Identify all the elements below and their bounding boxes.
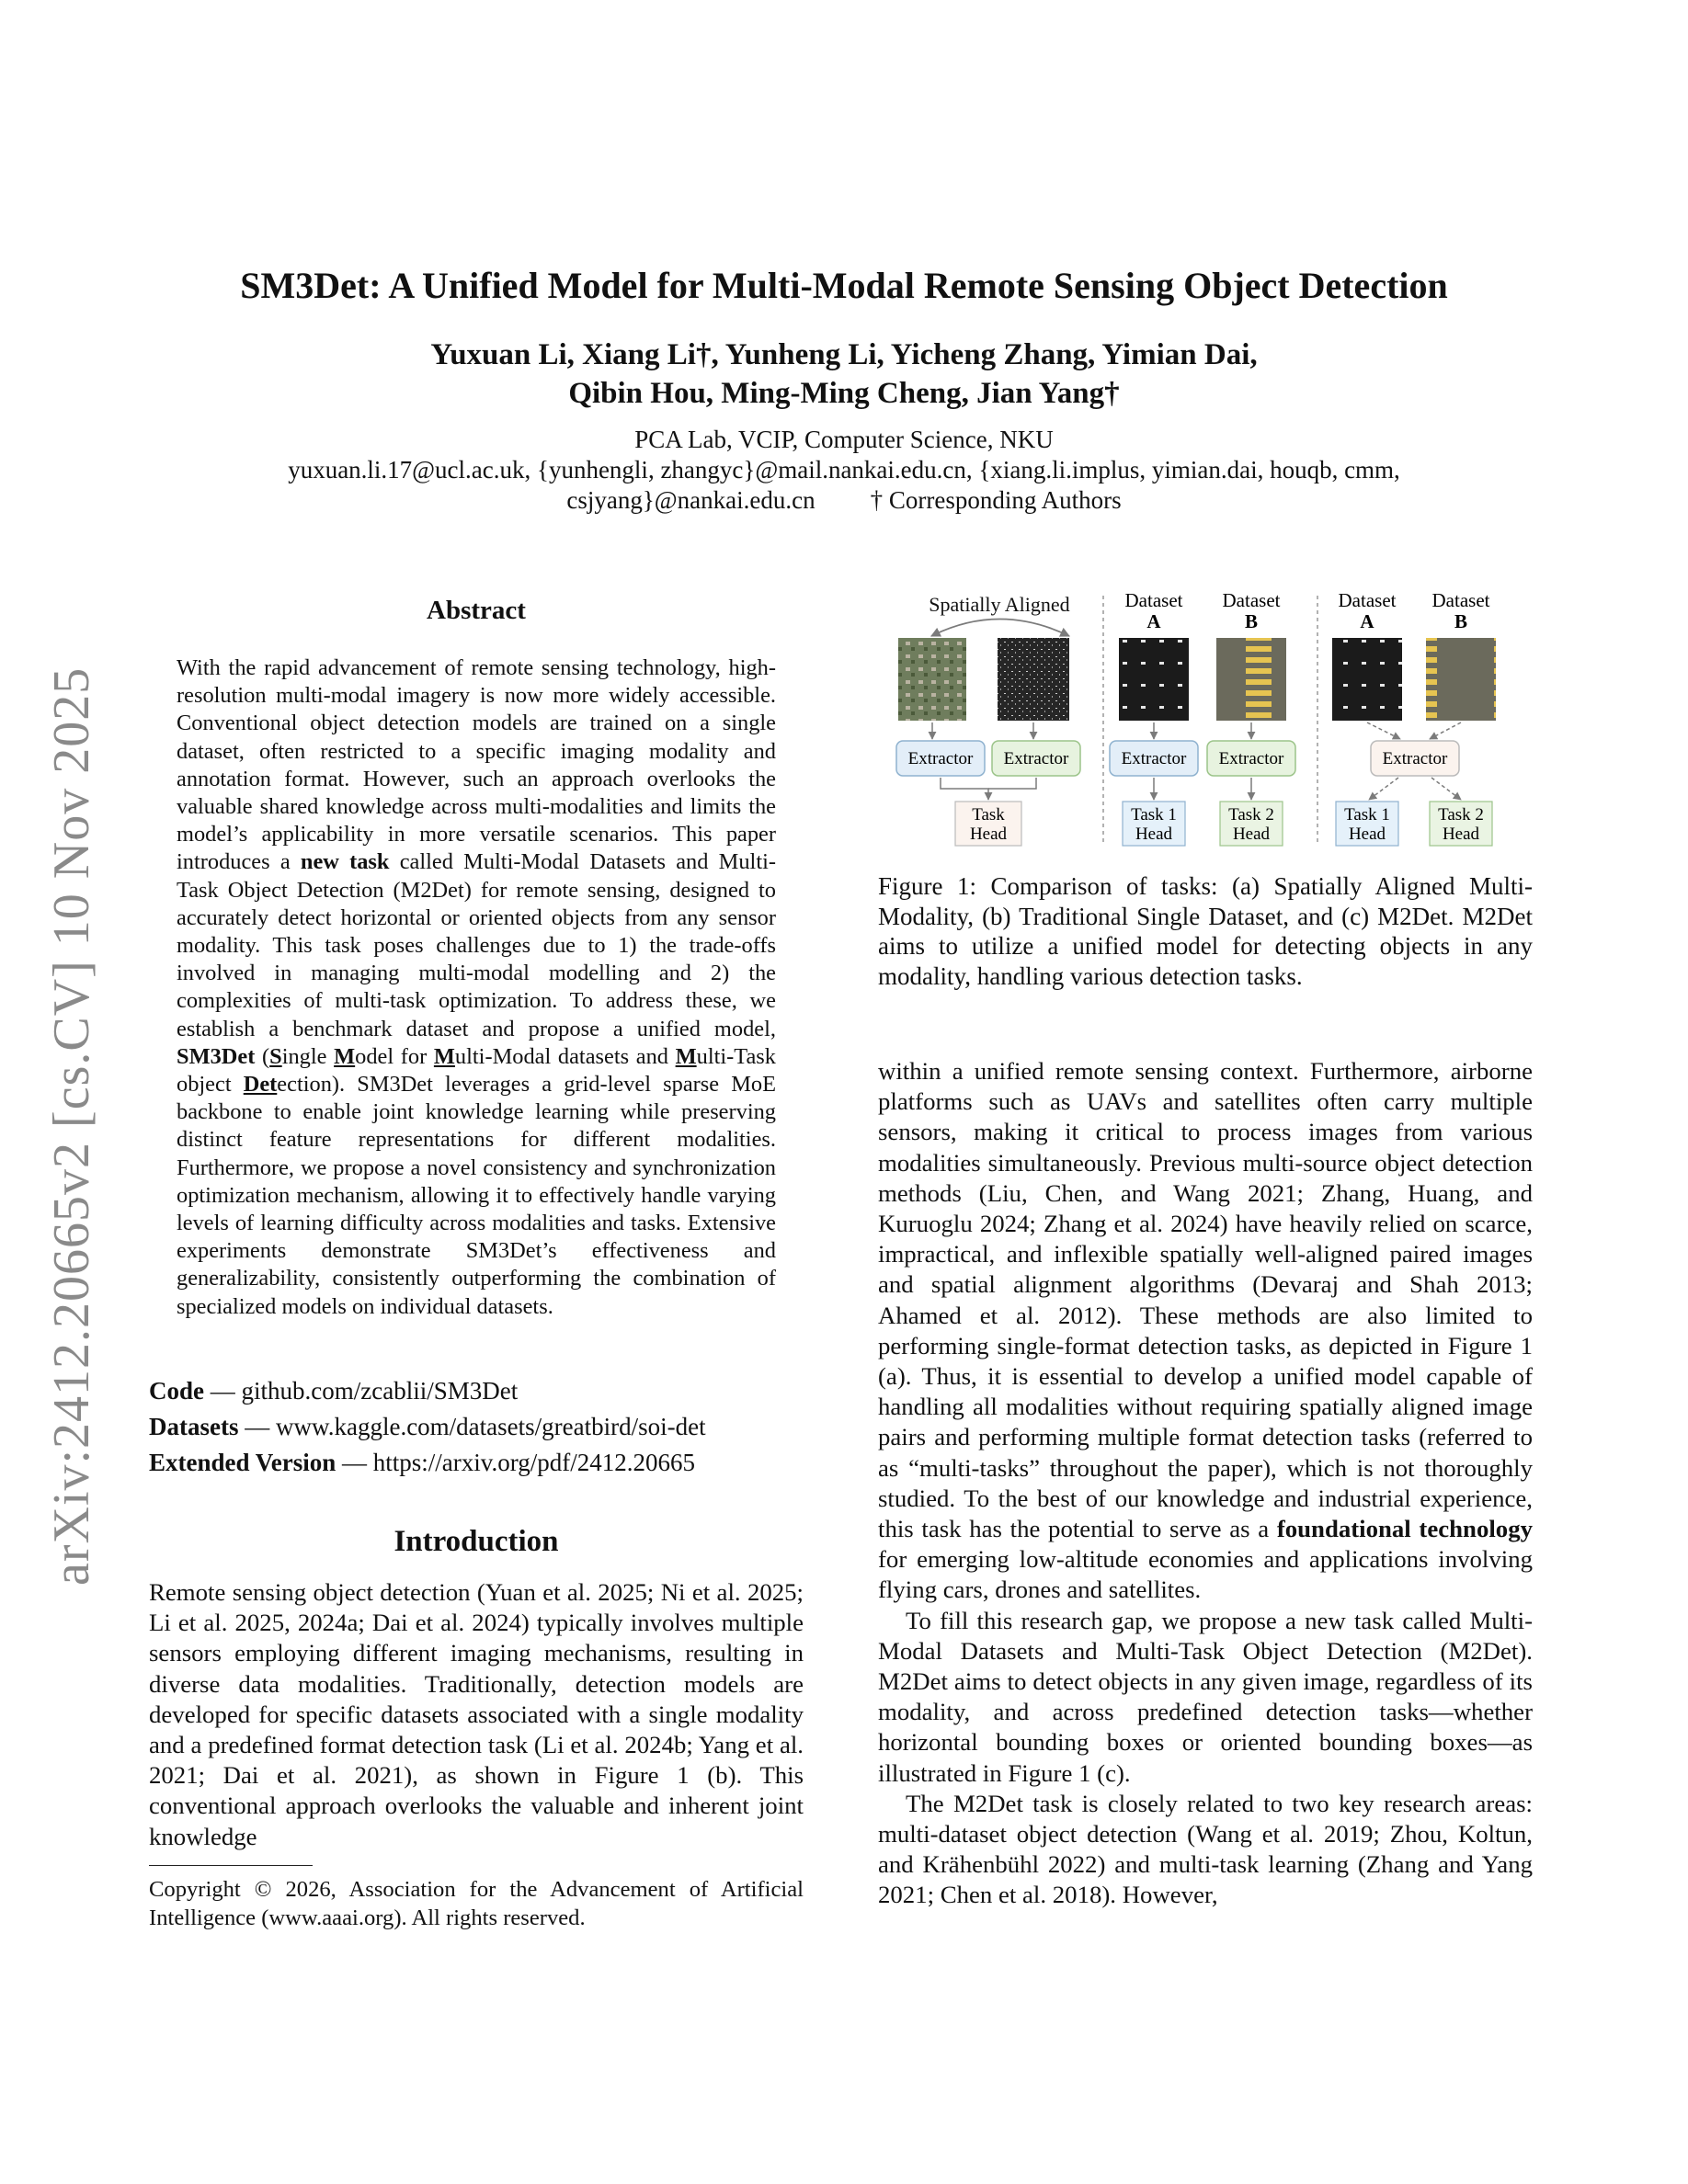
affiliation: PCA Lab, VCIP, Computer Science, NKU — [634, 426, 1054, 453]
authors-line-1: Yuxuan Li, Xiang Li†, Yunheng Li, Yicheng Zhang, Yimian Dai, — [430, 338, 1258, 371]
optical-image — [898, 638, 966, 721]
arrow-c2 — [1430, 722, 1461, 739]
acronym-odel: odel for — [355, 1043, 434, 1069]
dataset-label-c1: Dataset — [1338, 589, 1397, 611]
abstract-body — [177, 654, 776, 1321]
introduction-paragraph-2 — [878, 1056, 1533, 1606]
right-paragraph-1a: within a unified remote sensing context. Furthermore, airborne platforms such as UAVs and satellites often carry multiple sensors, making it critical to process images from various modalities simultaneously. Previous multi-source object detection methods (Liu, Chen, and Wang 2021; Zhang, Huang, and Kuruoglu 2024; Zhang et al. 2024) have heavily relied on scarce, impractical, and inflexible spatially well-aligned paired images and spatial alignment algorithms (Devaraj and Shah 2013; Ahamed et al. 2012). These methods are also limited to performing single-format detection tasks, as depicted in Figure 1 (a). Thus, it is essential to develop a unified model capable of handling all modalities without requiring spatially aligned image pairs and performing multiple format detection tasks (referred to as “multi-tasks” throughout the paper), which is not thoroughly studied. To the best of our knowledge and industrial experience, this task has the potential to serve as a — [878, 1057, 1533, 1543]
datasets-label: Datasets — [149, 1413, 239, 1440]
arrow-c4 — [1431, 778, 1461, 800]
extractor-label-a1: Extractor — [907, 749, 974, 768]
abstract-heading: Abstract — [427, 596, 526, 625]
task1-label-c: Task 1 — [1344, 805, 1390, 825]
dataset-label-b2: Dataset — [1222, 589, 1281, 611]
code-label: Code — [149, 1377, 204, 1405]
task2-label-b: Task 2 — [1228, 805, 1274, 825]
dataset-a-image-b — [1119, 638, 1189, 721]
abstract-part-4: SM3Det leverages a grid-level sparse MoE backbone to enable joint knowledge learning while preserving distinct feature representations for different modalities. Furthermore, we propose a novel consistency and synchronization optimization mechanism, allowing it to effectively handle varying levels of learning difficulty across modalities and tasks. Extensive experiments demonstrate SM3Det’s effectiveness and generalizability, consistently outperforming the combination of specialized models on individual datasets. — [177, 1072, 776, 1319]
abstract-model-name: SM3Det — [177, 1043, 256, 1069]
arrow-a3 — [941, 778, 988, 800]
extractor-label-b1: Extractor — [1121, 749, 1187, 768]
head-label-b1: Head — [1135, 825, 1173, 844]
author-list — [0, 336, 1688, 413]
datasets-url[interactable]: — www.kaggle.com/datasets/greatbird/soi-det — [238, 1413, 706, 1440]
code-url[interactable]: — github.com/zcablii/SM3Det — [204, 1377, 519, 1405]
introduction-paragraph-1: Remote sensing object detection (Yuan et al. 2025; Ni et al. 2025; Li et al. 2025, 2024a; Dai et al. 2024) typically involves multiple sensors employing different imaging mechanisms, resulting in diverse data modalities. Traditionally, detection models are developed for specific datasets associated with a single modality and a predefined format detection task (Li et al. 2024b; Yang et al. 2021; Dai et al. 2021), as shown in Figure 1 (b). This conventional approach overlooks the valuable and inherent joint knowledge — [149, 1578, 804, 1850]
head-label-c1: Head — [1348, 825, 1386, 844]
abstract-part-2: called Multi-Modal Datasets and Multi-Task Object Detection (M2Det) for remote sensing, designed to accurately detect horizontal or oriented objects from any sensor modality. This task poses challenges due to 1) the trade-offs involved in managing multi-modal modelling and 2) the complexities of multi-task optimization. To address these, we establish a benchmark dataset and propose a unified model, — [177, 849, 776, 1041]
affiliation-block — [0, 425, 1688, 516]
introduction-paragraph-3: To fill this research gap, we propose a new task called Multi-Modal Datasets and Multi-Task Object Detection (M2Det). M2Det aims to detect objects in any given image, regardless of its modality, and across predefined detection tasks—whether horizontal bounding boxes or oriented bounding boxes—as illustrated in Figure 1 (c). — [878, 1606, 1533, 1787]
emails-line-2-row — [0, 485, 1688, 516]
emails-line-1: yuxuan.li.17@ucl.ac.uk, {yunhengli, zhangyc}@mail.nankai.edu.cn, {xiang.li.implus, yimian.dai, houqb, cmm, — [288, 456, 1400, 483]
dataset-letter-c1: A — [1360, 610, 1374, 632]
introduction-left-column — [149, 1577, 804, 1852]
introduction-heading: Introduction — [393, 1525, 559, 1558]
paper-title: SM3Det: A Unified Model for Multi-Modal Remote Sensing Object Detection — [240, 265, 1448, 306]
acronym-ulti2: ulti-Task object — [177, 1043, 776, 1098]
dataset-letter-b2: B — [1244, 610, 1259, 632]
foundational-technology: foundational technology — [1276, 1515, 1533, 1543]
resource-links — [149, 1373, 706, 1481]
dataset-b-image-b — [1216, 638, 1286, 721]
extended-link-row[interactable] — [149, 1445, 706, 1481]
acronym-ingle: ingle — [281, 1043, 335, 1069]
task-label-a: Task — [972, 805, 1005, 825]
head-label-b2: Head — [1232, 825, 1271, 844]
abstract-paren: ( — [255, 1043, 270, 1069]
datasets-link-row[interactable] — [149, 1409, 706, 1445]
acronym-det: Det — [243, 1072, 278, 1098]
abstract-new-task: new task — [300, 849, 390, 875]
acronym-s: S — [269, 1043, 282, 1069]
figure-1 — [878, 588, 1533, 855]
copyright-footnote: Copyright © 2026, Association for the Advancement of Artificial Intelligence (www.aaai.org). All rights reserved. — [149, 1877, 804, 1930]
dataset-label-c2: Dataset — [1431, 589, 1490, 611]
right-paragraph-1b: for emerging low-altitude economies and applications involving flying cars, drones and satellites. — [878, 1545, 1533, 1604]
acronym-ulti1: ulti-Modal datasets and — [454, 1043, 676, 1069]
shared-extractor-label-c: Extractor — [1382, 749, 1448, 768]
dataset-b-image-c — [1426, 638, 1496, 721]
introduction-paragraph-4: The M2Det task is closely related to two key research areas: multi-dataset object detection (Wang et al. 2019; Zhou, Koltun, and Krähenbühl 2022) and multi-task learning (Zhang and Yang 2021; Chen et al. 2018). However, — [878, 1789, 1533, 1909]
dataset-letter-c2: B — [1454, 610, 1468, 632]
arrow-c1 — [1367, 722, 1400, 739]
authors-line-2: Qibin Hou, Ming-Ming Cheng, Jian Yang† — [568, 377, 1120, 410]
label-spatially-aligned: Spatially Aligned — [929, 593, 1070, 616]
task1-label-b: Task 1 — [1131, 805, 1177, 825]
arrow-c3 — [1369, 778, 1398, 800]
code-link-row[interactable] — [149, 1373, 706, 1409]
acronym-m3: M — [675, 1043, 697, 1069]
figure-1-caption: Figure 1: Comparison of tasks: (a) Spatially Aligned Multi-Modality, (b) Traditional Single Dataset, and (c) M2Det. M2Det aims to utilize a unified model for detecting objects in any modality, handling various detection tasks. — [878, 872, 1533, 990]
acronym-ection: ection). — [277, 1072, 346, 1098]
task2-label-c: Task 2 — [1438, 805, 1484, 825]
arrow-a4 — [988, 778, 1036, 789]
head-label-a: Head — [969, 825, 1008, 844]
extended-url[interactable]: — https://arxiv.org/pdf/2412.20665 — [336, 1449, 696, 1476]
extractor-label-a2: Extractor — [1003, 749, 1069, 768]
dataset-letter-b1: A — [1146, 610, 1161, 632]
extended-label: Extended Version — [149, 1449, 336, 1476]
introduction-right-column — [878, 1056, 1533, 1911]
sar-image — [998, 638, 1069, 721]
dataset-label-b1: Dataset — [1124, 589, 1183, 611]
extractor-label-b2: Extractor — [1218, 749, 1284, 768]
acronym-m1: M — [334, 1043, 356, 1069]
dataset-a-image-c — [1332, 638, 1402, 721]
emails-line-2: csjyang}@nankai.edu.cn — [566, 486, 815, 514]
abstract-part-1: With the rapid advancement of remote sensing technology, high-resolution multi-modal imagery is now more widely accessible. Conventional object detection models are trained on a single dataset, often restricted to a specific imaging modality and annotation format. However, such an approach overlooks the valuable shared knowledge across multi-modalities and limits the model’s applicability in more versatile scenarios. This paper introduces a — [177, 655, 776, 875]
head-label-c2: Head — [1442, 825, 1480, 844]
acronym-m2: M — [433, 1043, 455, 1069]
footnote-rule — [149, 1865, 313, 1866]
arxiv-sidebar-id: arXiv:2412.20665v2 [cs.CV] 10 Nov 2025 — [43, 666, 100, 1586]
corresponding-note: † Corresponding Authors — [870, 486, 1122, 514]
aligned-arrow — [931, 620, 1069, 637]
